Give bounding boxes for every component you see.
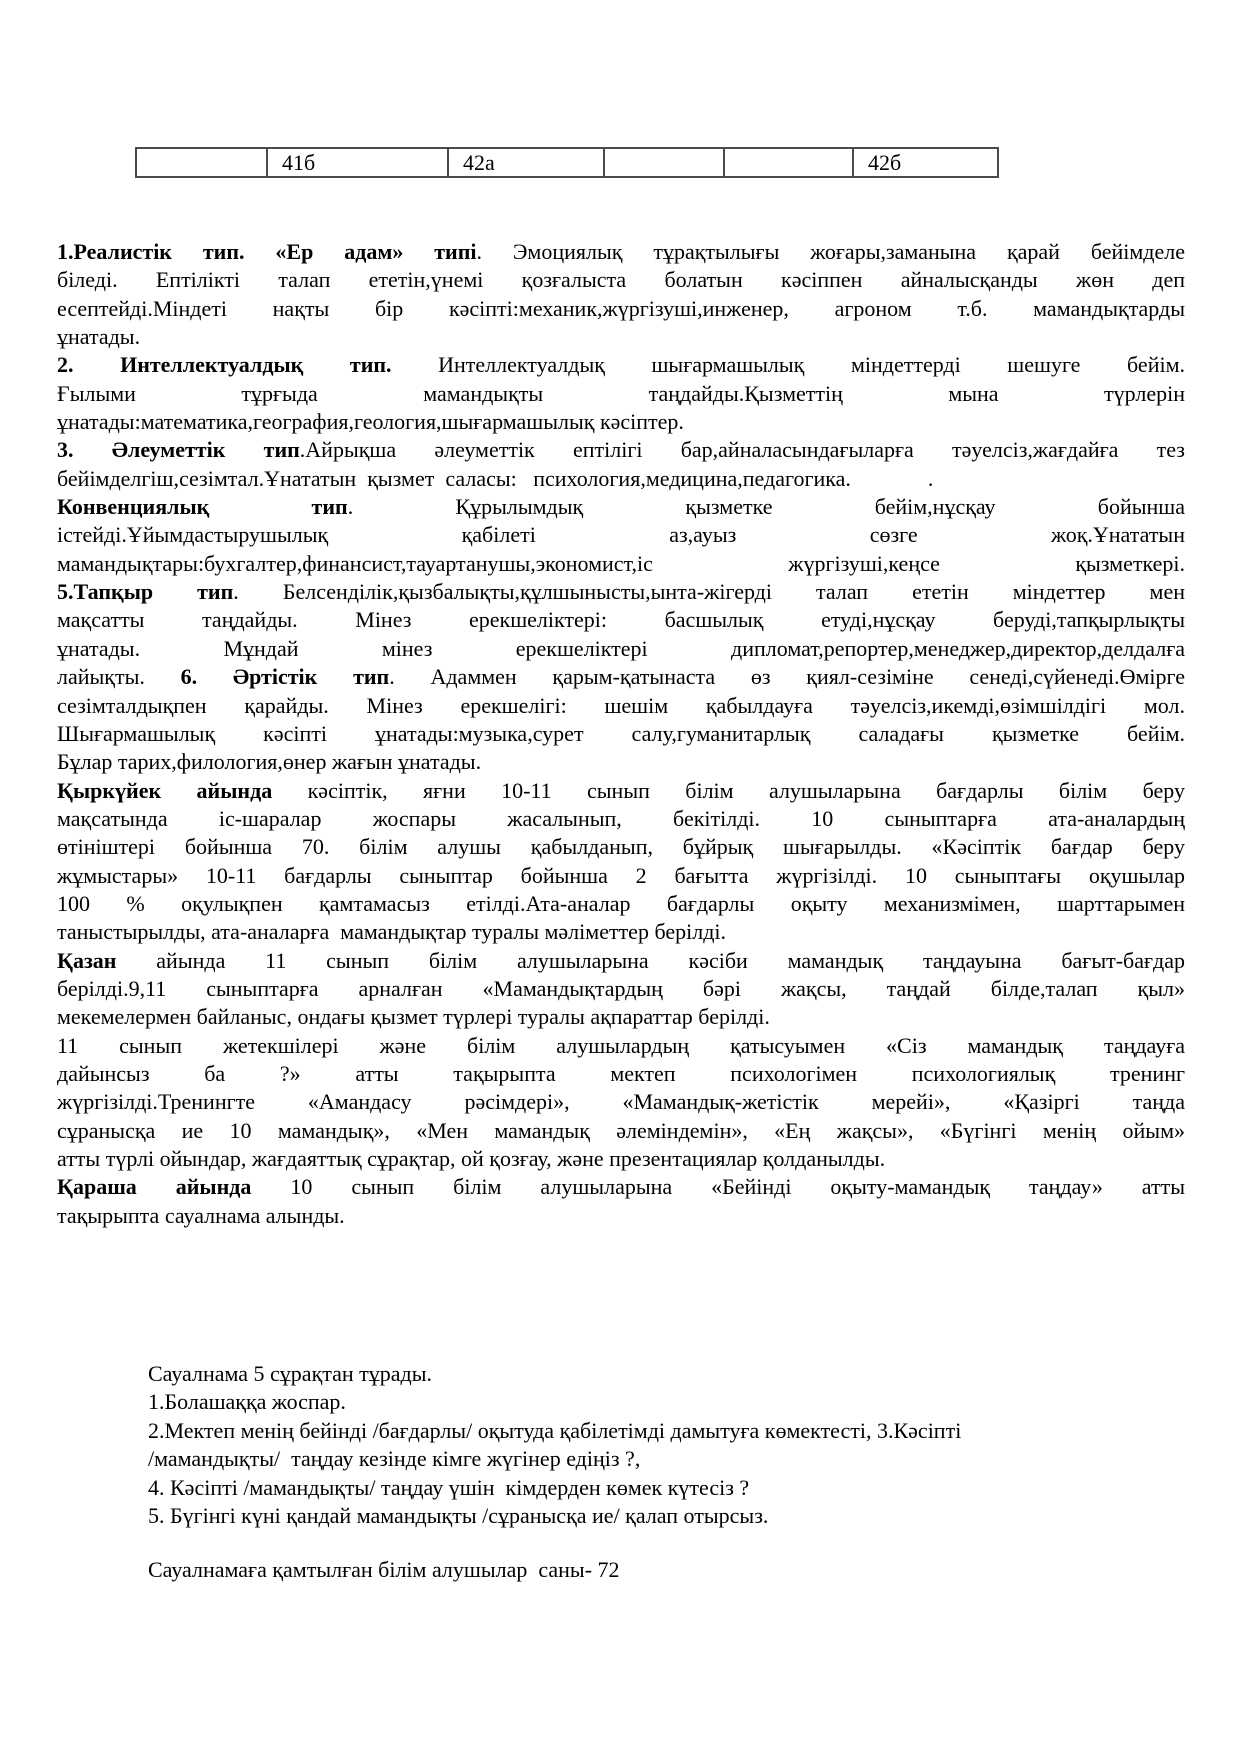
text-line — [57, 1060, 1185, 1088]
text-line — [57, 833, 1185, 861]
text-run: ұнатады. — [57, 324, 141, 350]
text-line — [57, 493, 1185, 521]
text-run: .Айрықша әлеуметтік ептілігі бар,айналасындағыларға тәуелсіз,жағдайға тез — [299, 437, 1185, 463]
text-run: Интеллектуалдық шығармашылық міндеттерді шешуге бейім. — [391, 352, 1185, 378]
text-run: 10 сынып білім алушыларына «Бейінді оқыту-мамандық таңдау» атты — [251, 1174, 1186, 1200]
text-run: мақсатында іс-шаралар жоспары жасалынып, бекітілді. 10 сыныптарға ата-аналардың — [57, 805, 1185, 831]
text-run: айында 11 сынып білім алушыларына кәсіби мамандық таңдауына бағыт-бағдар — [116, 947, 1185, 973]
table-cell — [136, 148, 267, 177]
text-run: кәсіптік, яғни 10-11 сынып білім алушыларына бағдарлы білім беру — [272, 777, 1185, 803]
text-line — [57, 748, 1185, 776]
text-line — [57, 465, 1185, 493]
text-line — [57, 777, 1185, 805]
text-run: жұмыстары» 10-11 бағдарлы сыныптар бойынша 2 бағытта жүргізілді. 10 сыныптағы оқушылар — [57, 862, 1185, 888]
survey-line: 4. Кәсіпті /мамандықты/ таңдау үшін кімдерден көмек күтесіз ? — [148, 1474, 750, 1500]
bold-text-run: 3. Әлеуметтік тип — [57, 437, 300, 463]
text-run: мақсатты таңдайды. Мінез ерекшеліктері: басшылық етуді,нұсқау беруді,тапқырлықты — [57, 607, 1185, 633]
text-run: есептейді.Міндеті нақты бір кәсіпті:механик,жүргізуші,инженер, агроном т.б. мамандықтарды — [57, 295, 1185, 321]
table-cell — [604, 148, 724, 177]
table-cell — [724, 148, 853, 177]
text-run: тақырыпта сауалнама алынды. — [57, 1202, 345, 1228]
text-line — [57, 238, 1185, 266]
text-run: Шығармашылық кәсіпті ұнатады:музыка,сурет салу,гуманитарлық саладағы қызметке бейім. — [57, 720, 1185, 746]
survey-line: 2.Мектеп менің бейінді /бағдарлы/ оқытуда қабілетімді дамытуға көмектесті, 3.Кәсіпті — [148, 1417, 962, 1443]
survey-line: /мамандықты/ таңдау кезінде кімге жүгінер едіңіз ?, — [148, 1446, 641, 1472]
text-run: сезімталдықпен қарайды. Мінез ерекшелігі: шешім қабылдауға тәуелсіз,икемді,өзімшілдігі мол. — [57, 692, 1185, 718]
text-run: берілді.9,11 сыныптарға арналған «Мамандықтардың бәрі жақсы, таңдай білде,талап қыл» — [57, 975, 1185, 1001]
table-cell: 42б — [853, 148, 998, 177]
text-line — [57, 408, 1185, 436]
bold-text-run: 5.Тапқыр тип — [57, 579, 234, 605]
text-line — [57, 1088, 1185, 1116]
text-run: . Құрылымдық қызметке бейім,нұсқау бойынша — [347, 494, 1185, 520]
text-line — [57, 975, 1185, 1003]
text-line — [57, 606, 1185, 634]
text-line — [57, 1145, 1185, 1173]
text-line — [57, 663, 1185, 691]
text-run: Ғылыми тұрғыда мамандықты таңдайды.Қызметтің мына түрлерін — [57, 380, 1185, 406]
text-line — [57, 351, 1185, 379]
text-run: Бұлар тарих,филология,өнер жағын ұнатады. — [57, 749, 482, 775]
text-run: . Эмоциялық тұрақтылығы жоғары,заманына қарай бейімделе — [476, 239, 1186, 264]
text-run: 11 сынып жетекшілері және білім алушылардың қатысуымен «Сіз мамандық таңдауға — [57, 1032, 1185, 1058]
text-line — [57, 550, 1185, 578]
survey-line: 1.Болашаққа жоспар. — [148, 1389, 346, 1415]
text-line — [57, 890, 1185, 918]
text-run: атты түрлі ойындар, жағдаяттық сұрақтар, ой қозғау, және презентациялар қолданылды. — [57, 1146, 886, 1171]
text-run: дайынсыз ба ?» атты тақырыпта мектеп психологімен психологиялық тренинг — [57, 1060, 1185, 1086]
text-run: істейді.Ұйымдастырушылық қабілеті аз,ауыз сөзге жоқ.Ұнататын — [57, 522, 1185, 548]
bold-text-run: 2. Интеллектуалдық тип. — [57, 352, 392, 378]
text-run: мамандықтары:бухгалтер,финансист,тауартанушы,экономист,іс жүргізуші,кеңсе қызметкері. — [57, 550, 1185, 576]
text-run: өтініштері бойынша 70. білім алушы қабылданып, бұйрық шығарылды. «Кәсіптік бағдар беру — [57, 834, 1185, 860]
text-run: сұранысқа ие 10 мамандық», «Мен мамандық әлеміндемін», «Ең жақсы», «Бүгінгі менің ойым» — [57, 1117, 1185, 1143]
text-line — [57, 1173, 1185, 1201]
table-fragment — [135, 147, 999, 178]
text-line — [57, 1202, 1185, 1230]
bold-text-run: Қараша айында — [57, 1174, 252, 1200]
text-run: ұнатады. Мұндай мінез ерекшеліктері дипломат,репортер,менеджер,директор,делдалға — [57, 635, 1185, 661]
text-line — [57, 521, 1185, 549]
text-run: біледі. Ептілікті талап ететін,үнемі қозғалыста болатын кәсіппен айналысқанды жөн деп — [57, 267, 1185, 293]
text-run: таныстырылды, ата-аналарға мамандықтар туралы мәліметтер берілді. — [57, 919, 727, 945]
text-run: . Адаммен қарым-қатынаста өз қиял-сезіміне сенеді,сүйенеді.Өмірге — [389, 664, 1185, 690]
text-line — [57, 692, 1185, 720]
text-run: ұнатады:математика,география,геология,шығармашылық кәсіптер. — [57, 409, 684, 435]
text-line — [57, 323, 1185, 351]
survey-line: Сауалнама 5 сұрақтан тұрады. — [148, 1361, 433, 1386]
bold-text-run: Конвенциялық тип — [57, 494, 348, 520]
text-line — [57, 436, 1185, 464]
text-run: мекемелермен байланыс, ондағы қызмет түрлері туралы ақпараттар берілді. — [57, 1004, 770, 1030]
survey-line: 5. Бүгінгі күні қандай мамандықты /сұранысқа ие/ қалап отырсыз. — [148, 1503, 769, 1529]
text-line — [57, 578, 1185, 606]
main-text-block — [57, 238, 1185, 1230]
text-line — [57, 380, 1185, 408]
text-line — [57, 1117, 1185, 1145]
text-run: 100 % оқулықпен қамтамасыз етілді.Ата-аналар бағдарлы оқыту механизмімен, шарттарымен — [57, 890, 1185, 916]
text-line — [57, 1032, 1185, 1060]
text-line — [57, 1003, 1185, 1031]
text-run: жүргізілді.Тренингте «Амандасу рәсімдері», «Мамандық-жетістік мерейі», «Қазіргі таңда — [57, 1089, 1185, 1115]
bold-text-run: 6. Әртістік тип — [180, 664, 390, 690]
bold-text-run: 1.Реалистік тип. «Ер адам» типі — [57, 239, 477, 264]
table-cell: 41б — [267, 148, 448, 177]
survey-section — [148, 1360, 1185, 1530]
bold-text-run: Қазан — [57, 947, 117, 973]
text-line — [57, 720, 1185, 748]
text-line — [57, 295, 1185, 323]
text-run: . Белсенділік,қызбалықты,құлшынысты,ынта-жігерді талап ететін міндеттер мен — [233, 579, 1186, 605]
table-row — [136, 148, 998, 177]
table-cell: 42а — [448, 148, 604, 177]
text-line — [57, 862, 1185, 890]
bold-text-run: Қыркүйек айында — [57, 777, 273, 803]
summary-line: Сауалнамаға қамтылған білім алушылар саны- 72 — [148, 1557, 620, 1582]
text-line — [57, 947, 1185, 975]
text-line — [57, 266, 1185, 294]
text-run: бейімделгіш,сезімтал.Ұнататын қызмет саласы: психология,медицина,педагогика. . — [57, 465, 934, 491]
text-line — [57, 918, 1185, 946]
text-run: лайықты. — [57, 664, 181, 690]
text-line — [57, 635, 1185, 663]
text-line — [57, 805, 1185, 833]
